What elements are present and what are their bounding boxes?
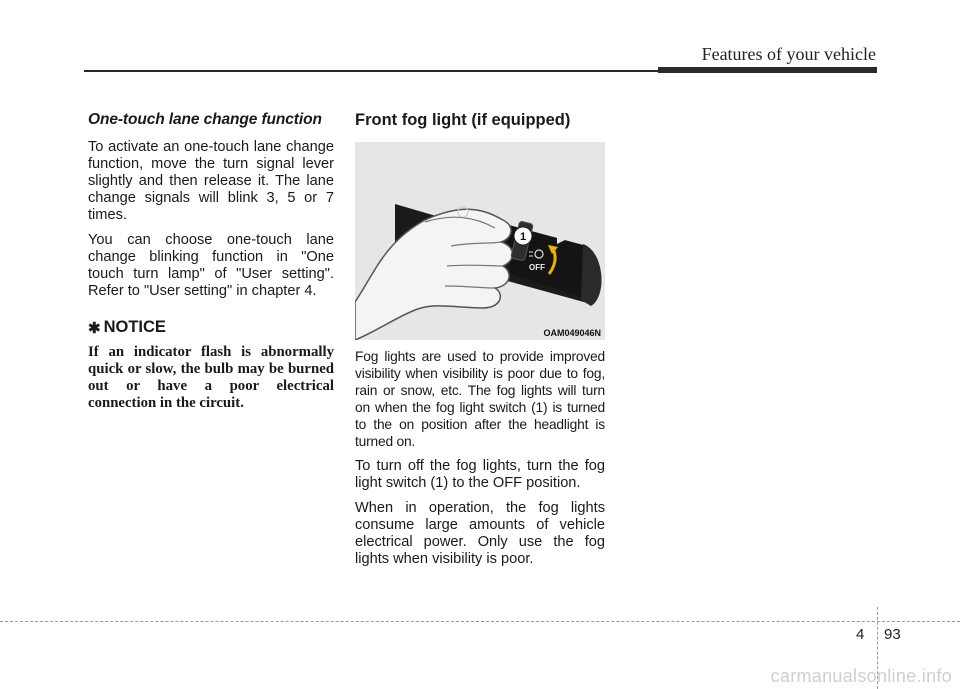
- hand-on-lever-drawing: [355, 142, 605, 340]
- fog-light-paragraph-2: To turn off the fog lights, turn the fog light switch (1) to the OFF position.: [355, 458, 605, 491]
- notice-heading: [88, 318, 334, 337]
- callout-number: 1: [520, 231, 527, 243]
- figure-caption: OAM049046N: [543, 328, 601, 338]
- fog-light-switch-illustration: [355, 142, 605, 340]
- fog-light-heading: Front fog light (if equipped): [355, 111, 571, 129]
- chapter-number: 4: [856, 626, 865, 643]
- notice-title: NOTICE: [103, 318, 166, 336]
- lane-change-paragraph-2: You can choose one-touch lane change blinking function in "One touch turn lamp" of "User setting". Refer to "User setting" in chapter 4.: [88, 232, 334, 299]
- header-rule-accent: [658, 67, 877, 73]
- fog-light-paragraph-3: When in operation, the fog lights consume large amounts of vehicle electrical power. Only use the fog lights when visibility is poor.: [355, 500, 605, 567]
- lane-change-paragraph-1: To activate an one-touch lane change function, move the turn signal lever slightly and then release it. The lane change signals will blink 3, 5 or 7 times.: [88, 139, 334, 223]
- header-title: Features of your vehicle: [701, 44, 876, 64]
- page-number: 93: [884, 626, 901, 643]
- notice-text: If an indicator flash is abnormally quick or slow, the bulb may be burned out or have a poor electrical connection in the circuit.: [88, 344, 334, 411]
- asterisk-cross-icon: ✱: [88, 319, 101, 337]
- right-column: [355, 111, 605, 576]
- left-column: [88, 111, 334, 412]
- watermark: carmanualsonline.info: [770, 666, 952, 686]
- switch-off-label: OFF: [529, 263, 545, 272]
- footer-dashed-line: [0, 621, 960, 622]
- lane-change-subheading: One-touch lane change function: [88, 111, 322, 128]
- fog-light-paragraph-1: Fog lights are used to provide improved visibility when visibility is poor due to fog, rain or snow, etc. The fog lights will turn on when the fog light switch (1) is turned to the on position after the headlight is turned on.: [355, 349, 605, 449]
- header-rule: [84, 70, 660, 72]
